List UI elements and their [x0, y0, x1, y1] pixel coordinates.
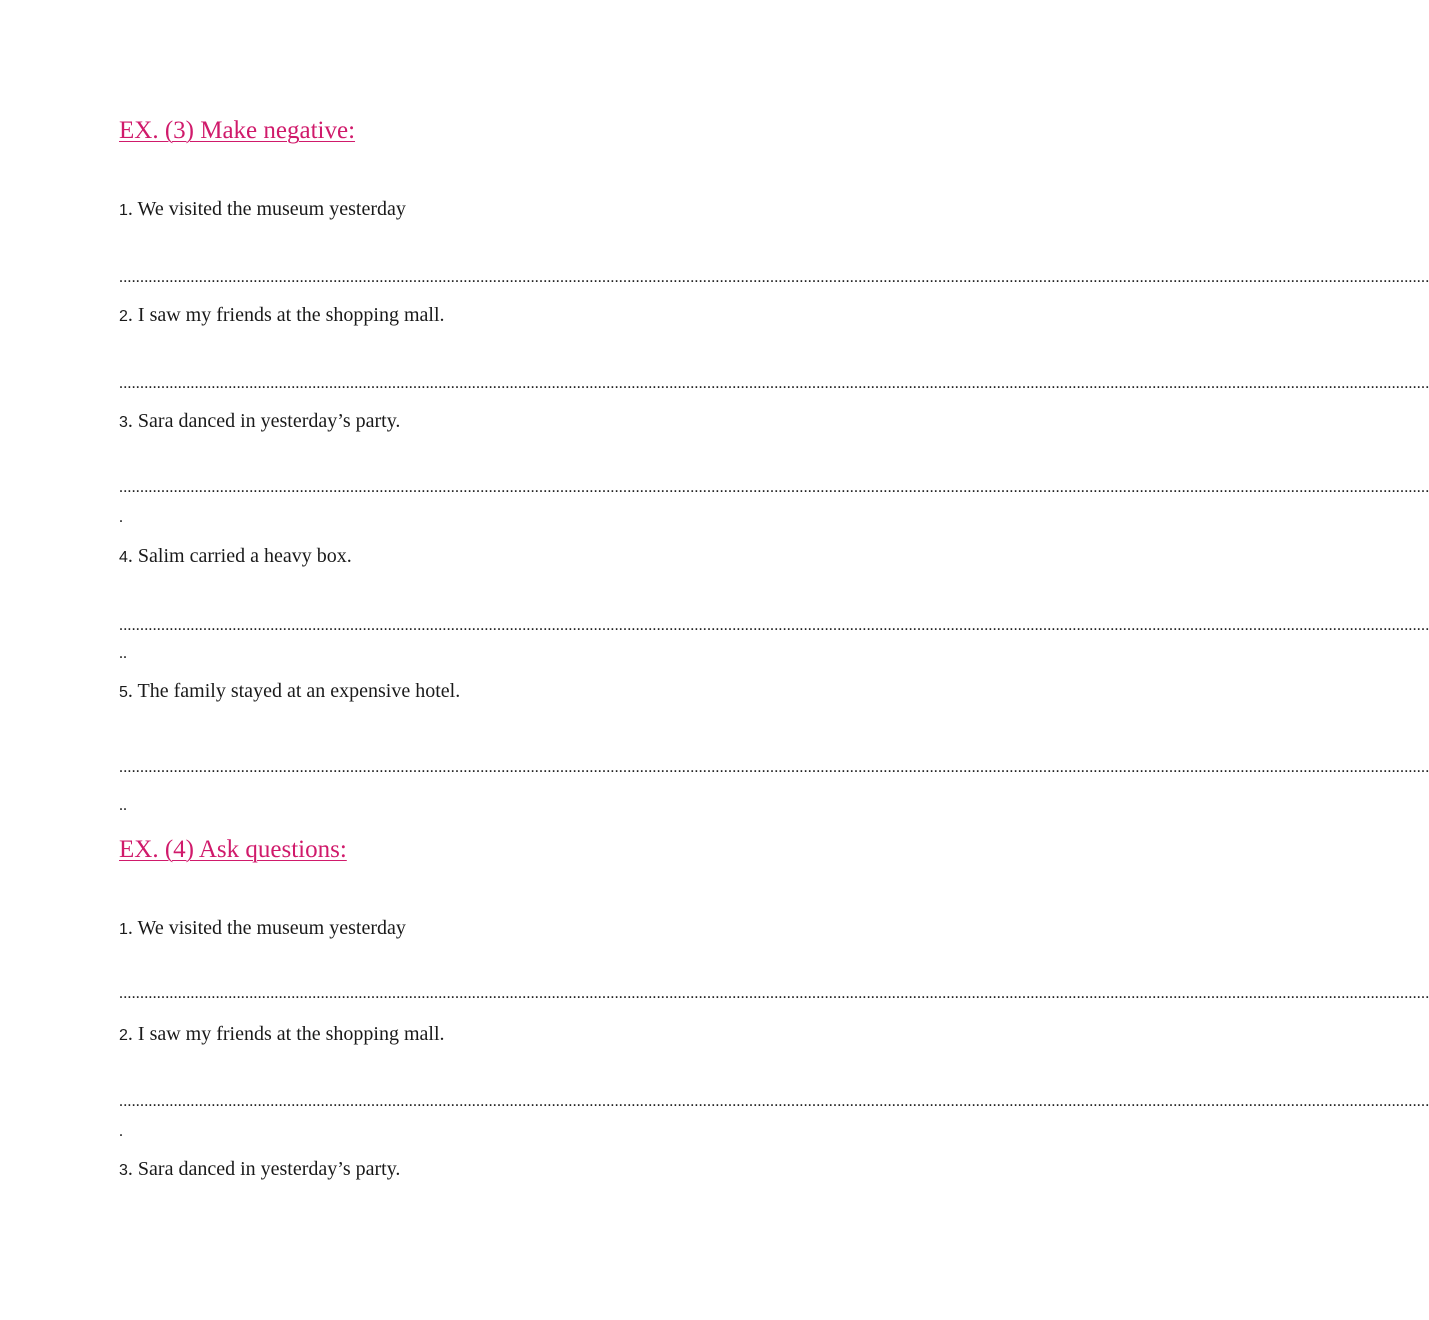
answer-line-4-2[interactable]: ........................................................................................................................................................................................................................................................................................................................: [119, 1093, 1429, 1110]
question-text: . We visited the museum yesterday: [127, 917, 406, 939]
question-text: . I saw my friends at the shopping mall.: [127, 304, 445, 326]
answer-line-overflow: ..: [119, 645, 127, 662]
question-text: . Sara danced in yesterday’s party.: [127, 1158, 401, 1180]
question-text: . I saw my friends at the shopping mall.: [127, 1023, 445, 1045]
question-4-1: [119, 917, 406, 940]
question-text: . Sara danced in yesterday’s party.: [127, 410, 401, 432]
question-number: 2: [119, 1027, 128, 1044]
answer-line-3-1[interactable]: ........................................................................................................................................................................................................................................................................................................................: [119, 269, 1429, 286]
question-number: 3: [119, 1162, 128, 1179]
question-text: . Salim carried a heavy box.: [127, 545, 352, 567]
answer-line-3-3[interactable]: ........................................................................................................................................................................................................................................................................................................................: [119, 479, 1429, 496]
answer-line-overflow: .: [119, 1123, 123, 1140]
answer-line-overflow: .: [119, 509, 123, 526]
question-3-5: [119, 680, 460, 703]
answer-line-overflow: ..: [119, 797, 127, 814]
question-number: 4: [119, 549, 128, 566]
question-text: . The family stayed at an expensive hotel.: [127, 680, 461, 702]
question-3-3: [119, 410, 400, 433]
answer-line-3-2[interactable]: ........................................................................................................................................................................................................................................................................................................................: [119, 375, 1429, 392]
question-number: 1: [119, 202, 128, 219]
exercise-3-heading: EX. (3) Make negative:: [119, 117, 356, 144]
answer-line-4-1[interactable]: ........................................................................................................................................................................................................................................................................................................................: [119, 985, 1429, 1002]
question-3-1: [119, 198, 406, 221]
question-3-2: [119, 304, 445, 327]
question-text: . We visited the museum yesterday: [127, 198, 406, 220]
question-number: 1: [119, 921, 128, 938]
question-number: 3: [119, 414, 128, 431]
question-number: 2: [119, 308, 128, 325]
answer-line-3-5[interactable]: ........................................................................................................................................................................................................................................................................................................................: [119, 759, 1429, 776]
answer-line-3-4[interactable]: ........................................................................................................................................................................................................................................................................................................................: [119, 617, 1429, 634]
exercise-4-heading: EX. (4) Ask questions:: [119, 836, 347, 863]
question-4-3: [119, 1158, 400, 1181]
question-number: 5: [119, 684, 128, 701]
question-4-2: [119, 1023, 445, 1046]
question-3-4: [119, 545, 352, 568]
